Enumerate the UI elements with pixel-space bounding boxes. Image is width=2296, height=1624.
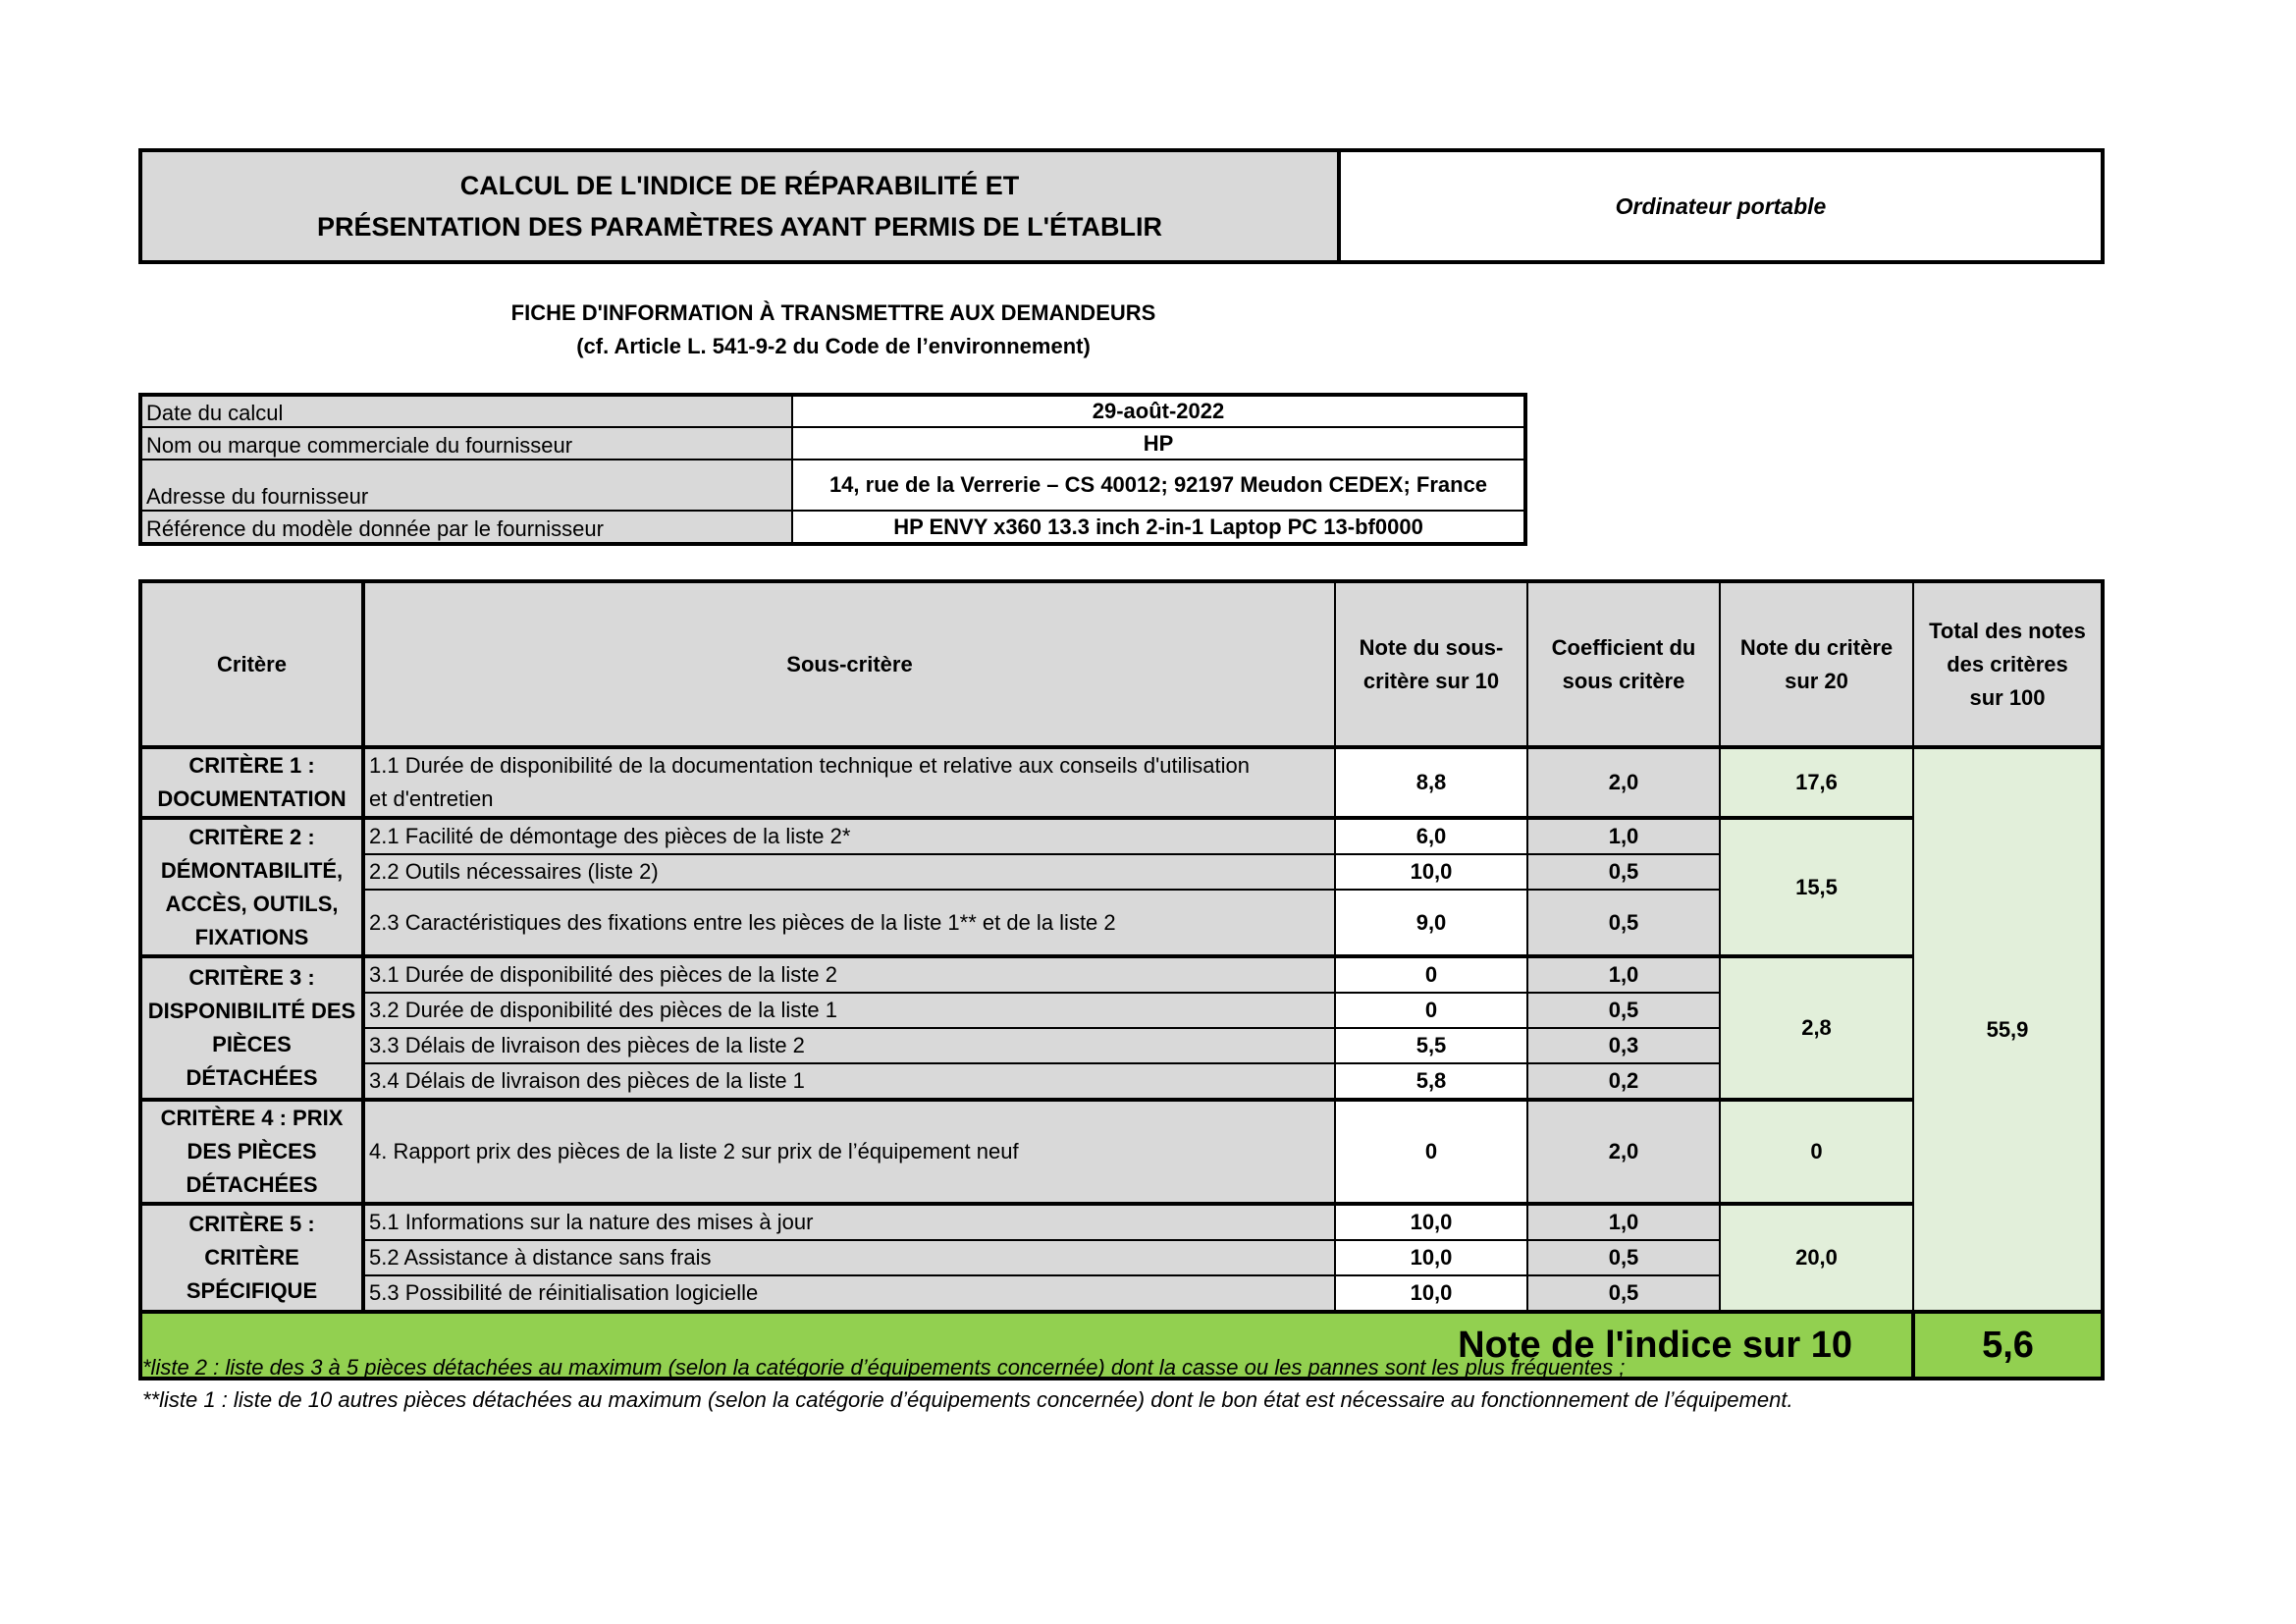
- criterion-name: CRITÈRE 5 : CRITÈRE SPÉCIFIQUE: [140, 1204, 363, 1312]
- col-header-criterion-score: Note du critère sur 20: [1720, 581, 1913, 747]
- product-category: Ordinateur portable: [1615, 192, 1827, 219]
- criterion-score: 20,0: [1720, 1204, 1913, 1312]
- header-box: [138, 148, 2105, 264]
- info-label: Nom ou marque commerciale du fournisseur: [140, 427, 792, 460]
- info-value: 14, rue de la Verrerie – CS 40012; 92197 Meudon CEDEX; France: [792, 460, 1525, 511]
- info-row-model: [140, 511, 1525, 544]
- col-header-total: Total des notes des critères sur 100: [1913, 581, 2103, 747]
- col-header-subcriterion: Sous-critère: [363, 581, 1335, 747]
- form-subtitle: [138, 297, 1528, 363]
- subcriterion-coefficient: 2,0: [1527, 1100, 1720, 1204]
- subcriterion-coefficient: 2,0: [1527, 747, 1720, 818]
- footnotes: [142, 1351, 2106, 1416]
- table-row: [140, 747, 2103, 818]
- info-value: 29-août-2022: [792, 395, 1525, 427]
- subcriterion-label: 2.1 Facilité de démontage des pièces de la liste 2*: [363, 818, 1335, 854]
- table-row: [140, 818, 2103, 854]
- table-row: [140, 1204, 2103, 1240]
- table-header-row: [140, 581, 2103, 747]
- criterion-name: CRITÈRE 4 : PRIX DES PIÈCES DÉTACHÉES: [140, 1100, 363, 1204]
- col-header-sub-score: Note du sous- critère sur 10: [1335, 581, 1527, 747]
- subcriterion-score: 8,8: [1335, 747, 1527, 818]
- info-label: Date du calcul: [140, 395, 792, 427]
- final-score-label: Note de l'indice sur 10: [140, 1312, 1913, 1379]
- subcriterion-coefficient: 0,5: [1527, 890, 1720, 956]
- supplier-info-table: [138, 393, 1527, 546]
- subcriterion-coefficient: 0,5: [1527, 993, 1720, 1028]
- subcriterion-label: 3.4 Délais de livraison des pièces de la liste 1: [363, 1063, 1335, 1100]
- subcriterion-score: 6,0: [1335, 818, 1527, 854]
- info-label: Adresse du fournisseur: [140, 460, 792, 511]
- subcriterion-label: 3.1 Durée de disponibilité des pièces de la liste 2: [363, 956, 1335, 993]
- subcriterion-score: 0: [1335, 993, 1527, 1028]
- col-header-criterion: Critère: [140, 581, 363, 747]
- subcriterion-label: 2.3 Caractéristiques des fixations entre les pièces de la liste 1** et de la liste 2: [363, 890, 1335, 956]
- page-title: [142, 152, 1341, 260]
- info-row-supplier: [140, 427, 1525, 460]
- table-row: [140, 956, 2103, 993]
- subcriterion-coefficient: 1,0: [1527, 818, 1720, 854]
- info-value: HP: [792, 427, 1525, 460]
- info-value: HP ENVY x360 13.3 inch 2-in-1 Laptop PC 13-bf0000: [792, 511, 1525, 544]
- subcriterion-score: 5,8: [1335, 1063, 1527, 1100]
- subcriterion-score: 10,0: [1335, 1275, 1527, 1312]
- criterion-name: CRITÈRE 3 : DISPONIBILITÉ DES PIÈCES DÉTACHÉES: [140, 956, 363, 1100]
- subcriterion-score: 10,0: [1335, 1204, 1527, 1240]
- subcriterion-label: 3.3 Délais de livraison des pièces de la liste 2: [363, 1028, 1335, 1063]
- subcriterion-label: 5.1 Informations sur la nature des mises à jour: [363, 1204, 1335, 1240]
- subcriterion-label: 4. Rapport prix des pièces de la liste 2 sur prix de l’équipement neuf: [363, 1100, 1335, 1204]
- subcriterion-label: 5.3 Possibilité de réinitialisation logicielle: [363, 1275, 1335, 1312]
- page-title-line2: PRÉSENTATION DES PARAMÈTRES AYANT PERMIS DE L'ÉTABLIR: [316, 212, 1162, 242]
- subcriterion-label: 1.1 Durée de disponibilité de la documentation technique et relative aux conseils d'utilisation et d'entretien: [363, 747, 1335, 818]
- subcriterion-label: 5.2 Assistance à distance sans frais: [363, 1240, 1335, 1275]
- final-score-value: 5,6: [1913, 1312, 2103, 1379]
- col-header-coefficient: Coefficient du sous critère: [1527, 581, 1720, 747]
- subcriterion-coefficient: 1,0: [1527, 956, 1720, 993]
- info-row-date: [140, 395, 1525, 427]
- subcriterion-score: 10,0: [1335, 854, 1527, 890]
- criterion-score: 2,8: [1720, 956, 1913, 1100]
- subcriterion-coefficient: 0,5: [1527, 854, 1720, 890]
- subcriterion-label: 2.2 Outils nécessaires (liste 2): [363, 854, 1335, 890]
- subcriterion-coefficient: 0,5: [1527, 1275, 1720, 1312]
- subcriterion-score: 9,0: [1335, 890, 1527, 956]
- subcriterion-score: 10,0: [1335, 1240, 1527, 1275]
- subcriterion-coefficient: 1,0: [1527, 1204, 1720, 1240]
- repairability-score-table: [138, 579, 2105, 1380]
- total-score: 55,9: [1913, 747, 2103, 1312]
- info-row-address: [140, 460, 1525, 511]
- subcriterion-label: 3.2 Durée de disponibilité des pièces de la liste 1: [363, 993, 1335, 1028]
- subcriterion-coefficient: 0,3: [1527, 1028, 1720, 1063]
- page-title-line1: CALCUL DE L'INDICE DE RÉPARABILITÉ ET: [459, 171, 1020, 200]
- criterion-score: 15,5: [1720, 818, 1913, 956]
- subcriterion-score: 0: [1335, 956, 1527, 993]
- table-row: [140, 1100, 2103, 1204]
- criterion-name: CRITÈRE 1 : DOCUMENTATION: [140, 747, 363, 818]
- criterion-score: 0: [1720, 1100, 1913, 1204]
- criterion-name: CRITÈRE 2 : DÉMONTABILITÉ, ACCÈS, OUTILS, FIXATIONS: [140, 818, 363, 956]
- subtitle-line2: (cf. Article L. 541-9-2 du Code de l’environnement): [576, 334, 1091, 358]
- footnote-list2: *liste 2 : liste des 3 à 5 pièces détachées au maximum (selon la catégorie d’équipements concernée) dont la casse ou les pannes sont les plus fréquentes ;: [142, 1355, 1626, 1380]
- subcriterion-coefficient: 0,5: [1527, 1240, 1720, 1275]
- subcriterion-score: 5,5: [1335, 1028, 1527, 1063]
- subtitle-line1: FICHE D'INFORMATION À TRANSMETTRE AUX DEMANDEURS: [510, 300, 1156, 325]
- criterion-score: 17,6: [1720, 747, 1913, 818]
- subcriterion-score: 0: [1335, 1100, 1527, 1204]
- subcriterion-coefficient: 0,2: [1527, 1063, 1720, 1100]
- footnote-list1: **liste 1 : liste de 10 autres pièces détachées au maximum (selon la catégorie d’équipements concernée) dont le bon état est nécessaire au fonctionnement de l’équipement.: [142, 1387, 1793, 1412]
- info-label: Référence du modèle donnée par le fournisseur: [140, 511, 792, 544]
